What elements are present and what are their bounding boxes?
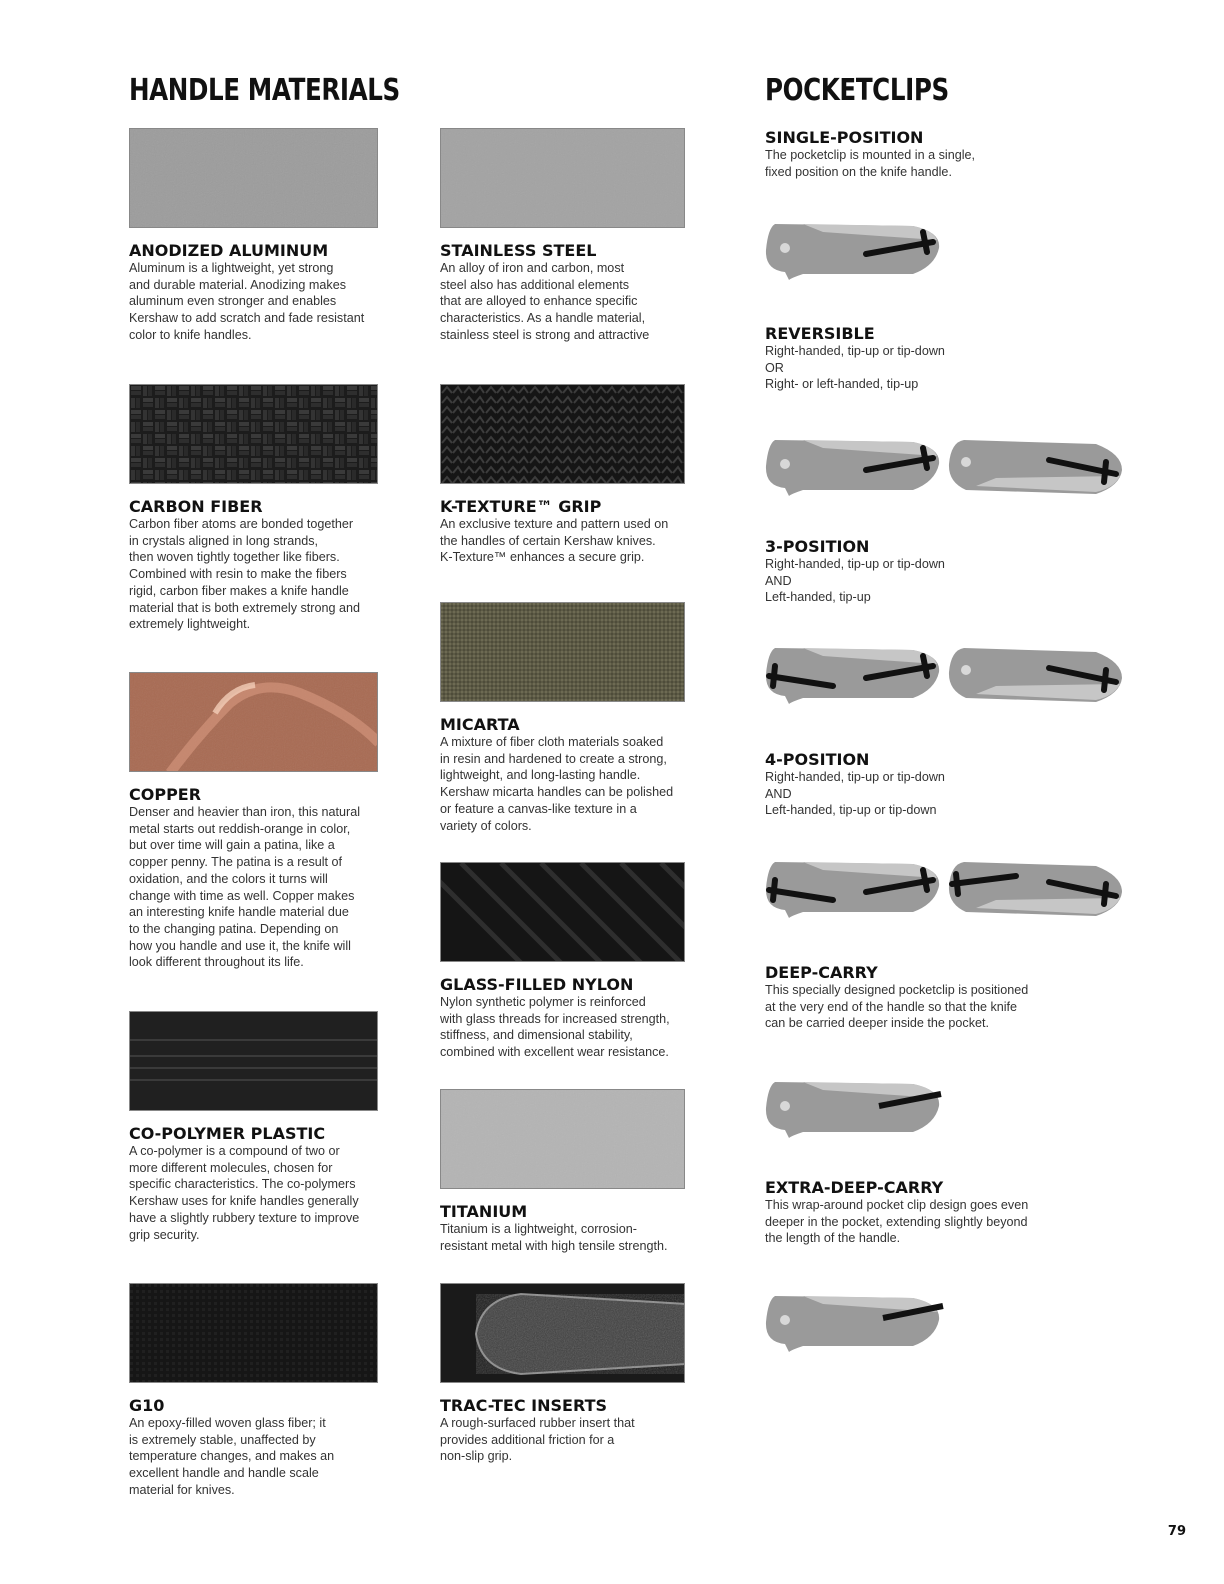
material-description: Aluminum is a lightweight, yet strong and durable material. Anodizing makes aluminum even stronger and enables Kershaw to add scratch and fade resistant color to knife handles. [129,261,365,342]
clip-title: EXTRA-DEEP-CARRY [765,1178,944,1197]
clip-reversible [765,324,945,393]
material-title: CARBON FIBER [129,497,263,516]
material-micarta [440,602,685,834]
material-description: Carbon fiber atoms are bonded together in crystals aligned in long strands, then woven tightly together like fibers. Combined with resin to make the fibers rigid, carbon fiber makes a knife handle material that is both extremely strong and extremely lightweight. [129,517,360,632]
g10-swatch [129,1283,378,1383]
material-description: An alloy of iron and carbon, most steel also has additional elements that are alloyed to enhance specific characteristics. As a handle material, stainless steel is strong and attractive [440,261,650,342]
anodized-aluminum-swatch [129,128,378,228]
material-copper [129,672,378,971]
knife-deep-carry-illustration [763,1076,945,1140]
copper-swatch [129,672,378,772]
material-anodized-aluminum [129,128,378,344]
clip-3-position [765,537,945,606]
co-polymer-swatch [129,1011,378,1111]
material-title: TITANIUM [440,1202,528,1221]
micarta-swatch [440,602,685,702]
material-title: STAINLESS STEEL [440,241,597,260]
material-description: Nylon synthetic polymer is reinforced with glass threads for increased strength, stiffness, and dimensional stability, combined with excellent wear resistance. [440,995,670,1060]
clip-title: REVERSIBLE [765,324,875,343]
clip-single-position [765,128,975,180]
knife-reversible-right-illustration [763,434,945,498]
material-titanium [440,1089,685,1254]
clip-deep-carry [765,963,1028,1032]
clip-title: 4-POSITION [765,750,870,769]
knife-4-position-right-illustration [763,856,945,920]
knife-single-position-illustration [763,218,945,282]
carbon-fiber-swatch [129,384,378,484]
material-co-polymer-plastic [129,1011,378,1243]
material-glass-filled-nylon [440,862,685,1061]
material-g10 [129,1283,378,1499]
clip-description: The pocketclip is mounted in a single, fixed position on the knife handle. [765,148,976,179]
knife-4-position-left-illustration [946,856,1128,920]
pocketclips-heading: POCKETCLIPS [765,73,949,108]
material-description: An exclusive texture and pattern used on the handles of certain Kershaw knives. K-Texture™ enhances a secure grip. [440,517,669,565]
material-title: COPPER [129,785,202,804]
clip-description: This specially designed pocketclip is positioned at the very end of the handle so that the knife can be carried deeper inside the pocket. [765,983,1029,1031]
material-description: An epoxy-filled woven glass fiber; it is extremely stable, unaffected by temperature changes, and makes an excellent handle and handle scale material for knives. [129,1416,335,1497]
material-description: A co-polymer is a compound of two or more different molecules, chosen for specific characteristics. The co-polymers Kershaw uses for knife handles generally have a slightly rubbery texture to improve grip security. [129,1144,360,1242]
clip-description: Right-handed, tip-up or tip-down OR Right- or left-handed, tip-up [765,344,945,392]
knife-reversible-left-illustration [946,434,1128,498]
material-stainless-steel [440,128,685,344]
clip-title: DEEP-CARRY [765,963,878,982]
titanium-swatch [440,1089,685,1189]
clip-extra-deep-carry [765,1178,1028,1247]
material-description: Denser and heavier than iron, this natural metal starts out reddish-orange in color, but over time will gain a patina, like a copper penny. The patina is a result of oxidation, and the colors it turns will change with time as well. Copper makes an interesting knife handle material due to the changing patina. Depending on how you handle and use it, the knife will look different throughout its life. [129,805,361,970]
glass-filled-nylon-swatch [440,862,685,962]
material-k-texture-grip [440,384,685,566]
k-texture-swatch [440,384,685,484]
material-title: G10 [129,1396,165,1415]
clip-title: SINGLE-POSITION [765,128,924,147]
material-description: Titanium is a lightweight, corrosion- resistant metal with high tensile strength. [440,1222,668,1253]
knife-extra-deep-carry-illustration [763,1290,945,1354]
material-title: TRAC-TEC INSERTS [440,1396,608,1415]
clip-description: Right-handed, tip-up or tip-down AND Left-handed, tip-up or tip-down [765,770,945,818]
page-number: 79 [1167,1524,1186,1539]
knife-3-position-left-illustration [946,642,1128,706]
material-title: GLASS-FILLED NYLON [440,975,634,994]
clip-description: This wrap-around pocket clip design goes even deeper in the pocket, extending slightly beyond the length of the handle. [765,1198,1029,1246]
clip-description: Right-handed, tip-up or tip-down AND Left-handed, tip-up [765,557,945,605]
trac-tec-swatch [440,1283,685,1383]
material-title: MICARTA [440,715,520,734]
material-trac-tec-inserts [440,1283,685,1465]
stainless-steel-swatch [440,128,685,228]
material-title: ANODIZED ALUMINUM [129,241,329,260]
clip-4-position [765,750,945,819]
material-title: CO-POLYMER PLASTIC [129,1124,326,1143]
material-description: A rough-surfaced rubber insert that provides additional friction for a non-slip grip. [440,1416,635,1464]
material-carbon-fiber [129,384,378,633]
clip-title: 3-POSITION [765,537,870,556]
material-title: K-TEXTURE™ GRIP [440,497,602,516]
material-description: A mixture of fiber cloth materials soaked in resin and hardened to create a strong, lightweight, and long-lasting handle. Kershaw micarta handles can be polished or feature a canvas-like texture in a variety of colors. [440,735,674,833]
handle-materials-heading: HANDLE MATERIALS [129,73,400,108]
knife-3-position-right-illustration [763,642,945,706]
